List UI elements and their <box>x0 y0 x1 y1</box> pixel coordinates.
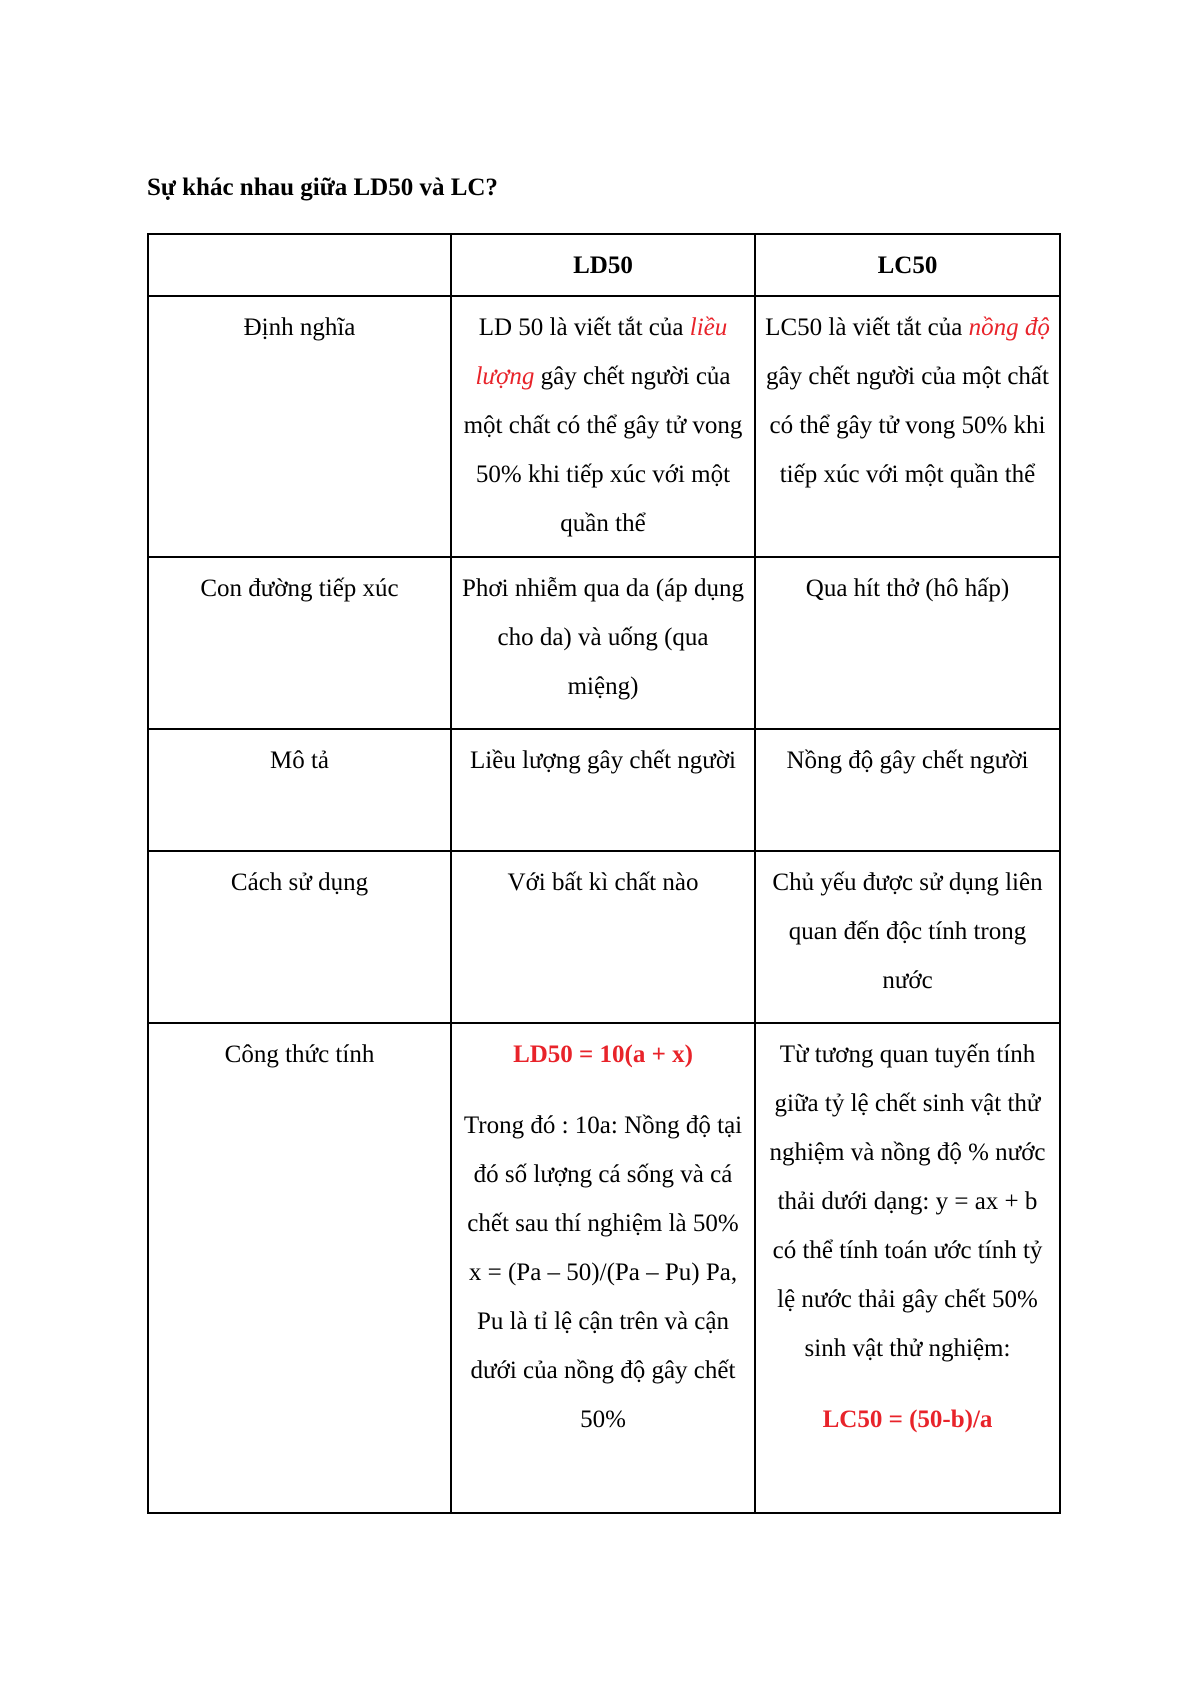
ld50-definition-post: gây chết người của một chất có thể gây tử vong 50% khi tiếp xúc với một quần thể <box>463 363 743 537</box>
cell-ld50-description: Liều lượng gây chết người <box>451 729 755 851</box>
table-row-definition <box>148 296 1060 557</box>
row-label-route: Con đường tiếp xúc <box>148 557 451 729</box>
header-empty-cell <box>148 234 451 296</box>
lc50-formula-explanation: Từ tương quan tuyến tính giữa tỷ lệ chết sinh vật thử nghiệm và nồng độ % nước thải dưới dạng: y = ax + b có thể tính toán ước tính tỷ lệ nước thải gây chết 50% sinh vật thử nghiệm: <box>769 1041 1046 1362</box>
ld50-definition-highlight: liều lượng <box>475 314 728 390</box>
cell-lc50-formula <box>755 1023 1060 1513</box>
comparison-table <box>147 233 1061 1514</box>
cell-lc50-usage: Chủ yếu được sử dụng liên quan đến độc tính trong nước <box>755 851 1060 1023</box>
cell-lc50-definition <box>755 296 1060 557</box>
header-lc50: LC50 <box>755 234 1060 296</box>
cell-ld50-usage: Với bất kì chất nào <box>451 851 755 1023</box>
lc50-formula: LC50 = (50-b)/a <box>822 1406 993 1433</box>
cell-ld50-formula <box>451 1023 755 1513</box>
ld50-formula-explanation: Trong đó : 10a: Nồng độ tại đó số lượng cá sống và cá chết sau thí nghiệm là 50% x = (Pa – 50)/(Pa – Pu) Pa, Pu là tỉ lệ cận trên và cận dưới của nồng độ gây chết 50% <box>463 1112 743 1433</box>
page-title: Sự khác nhau giữa LD50 và LC? <box>147 174 498 201</box>
table-row-route <box>148 557 1060 729</box>
cell-lc50-description: Nồng độ gây chết người <box>755 729 1060 851</box>
table-row-description <box>148 729 1060 851</box>
table-row-formula <box>148 1023 1060 1513</box>
cell-ld50-route: Phơi nhiễm qua da (áp dụng cho da) và uống (qua miệng) <box>451 557 755 729</box>
table-row-usage <box>148 851 1060 1023</box>
ld50-definition-pre: LD 50 là viết tắt của <box>478 314 690 341</box>
cell-ld50-definition <box>451 296 755 557</box>
row-label-definition: Định nghĩa <box>148 296 451 557</box>
table-header-row <box>148 234 1060 296</box>
row-label-usage: Cách sử dụng <box>148 851 451 1023</box>
header-ld50: LD50 <box>451 234 755 296</box>
ld50-formula: LD50 = 10(a + x) <box>513 1041 693 1068</box>
cell-lc50-route: Qua hít thở (hô hấp) <box>755 557 1060 729</box>
lc50-definition-highlight: nồng độ <box>968 314 1050 341</box>
row-label-description: Mô tả <box>148 729 451 851</box>
row-label-formula: Công thức tính <box>148 1023 451 1513</box>
lc50-definition-post: gây chết người của một chất có thể gây tử vong 50% khi tiếp xúc với một quần thể <box>766 363 1049 488</box>
formula-spacer <box>764 1373 1051 1395</box>
lc50-definition-pre: LC50 là viết tắt của <box>765 314 969 341</box>
formula-spacer <box>460 1079 746 1101</box>
